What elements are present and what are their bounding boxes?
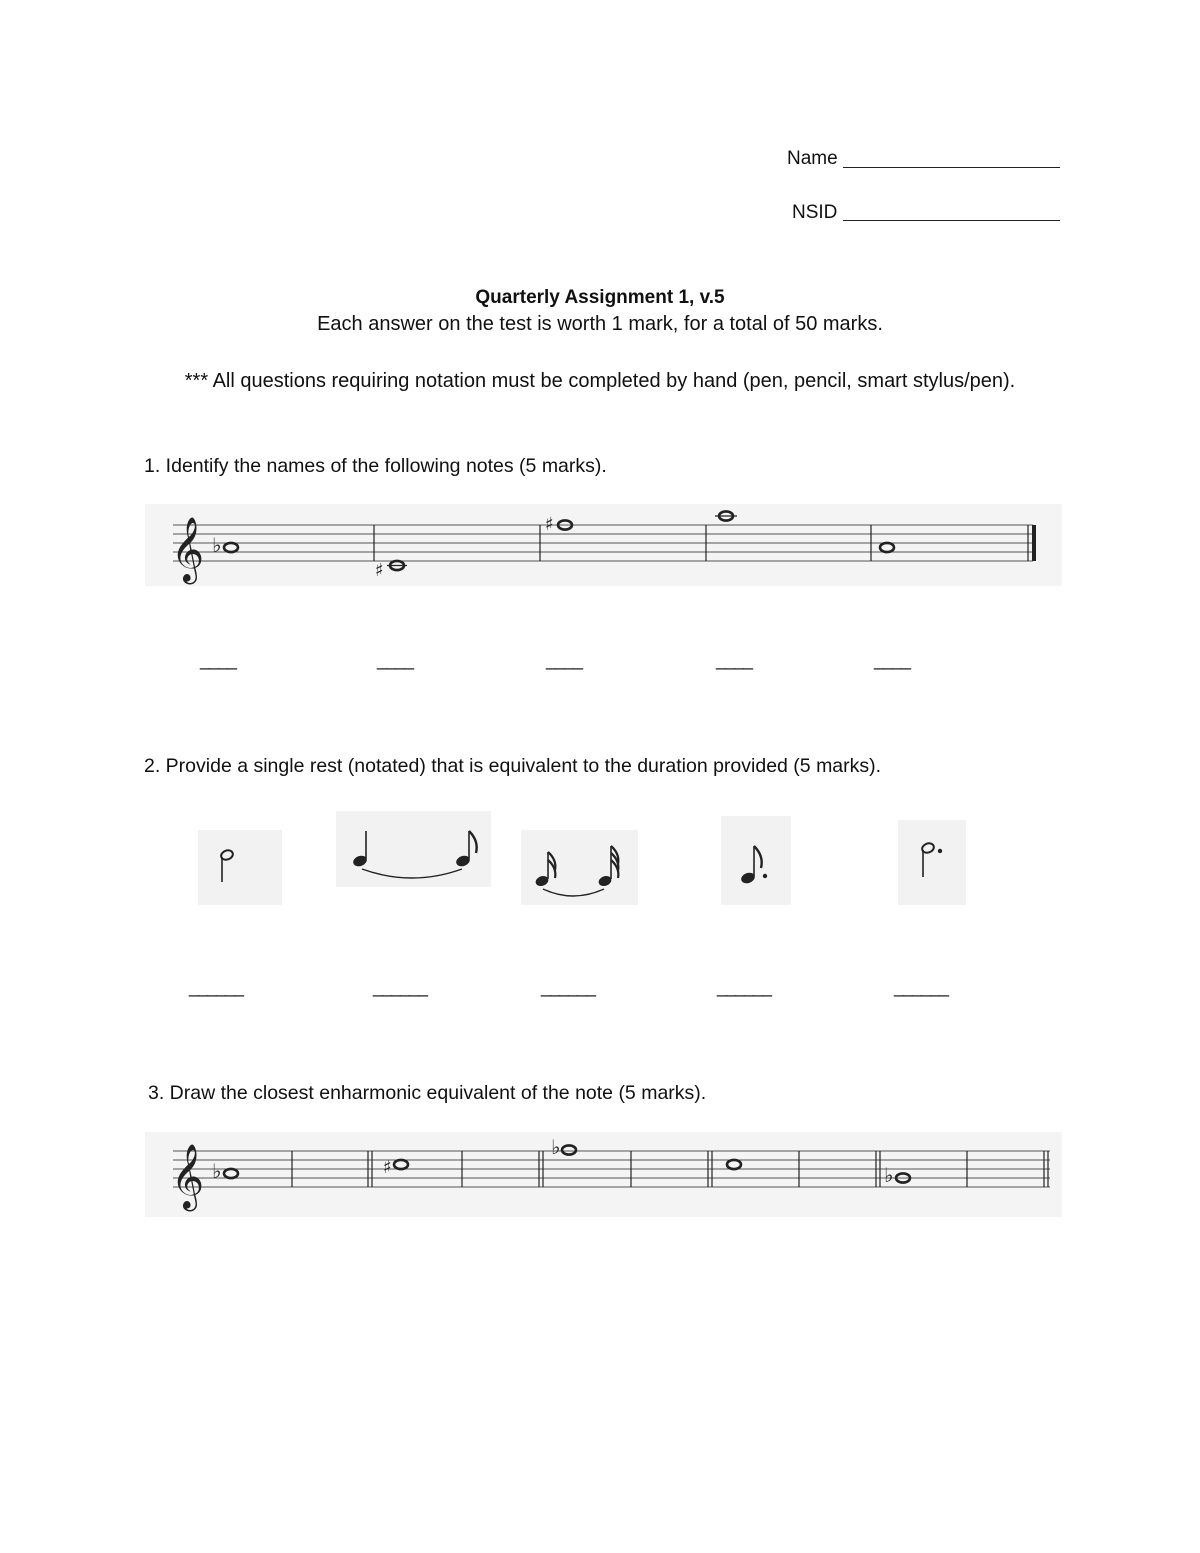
flat-icon: ♭ (212, 533, 222, 557)
sharp-icon: ♯ (545, 514, 554, 535)
q1-answer-2[interactable]: ____ (377, 650, 414, 670)
name-field[interactable] (843, 167, 1060, 168)
duration-half-note (198, 830, 282, 905)
q2-answer-5[interactable]: ______ (894, 977, 949, 997)
page-title: Quarterly Assignment 1, v.5 (475, 287, 725, 308)
nsid-label: NSID (792, 202, 838, 223)
staff-1-svg (145, 504, 1062, 586)
nsid-field[interactable] (843, 220, 1060, 221)
q2-answer-4[interactable]: ______ (717, 977, 772, 997)
name-label: Name (787, 148, 838, 169)
instructions-note: *** All questions requiring notation must be completed by hand (pen, pencil, smart stylus/pen). (184, 370, 1016, 392)
q2-answer-2[interactable]: ______ (373, 977, 428, 997)
subtitle: Each answer on the test is worth 1 mark, for a total of 50 marks. (317, 313, 883, 335)
note-whole (394, 1160, 408, 1169)
flat-icon: ♭ (884, 1163, 894, 1187)
q1-answer-5[interactable]: ____ (874, 650, 911, 670)
duration-dotted-half (898, 820, 966, 905)
question-1-text: 1. Identify the names of the following notes (5 marks). (144, 455, 607, 477)
question-2-text: 2. Provide a single rest (notated) that is equivalent to the duration provided (5 marks). (144, 755, 882, 777)
q1-answer-3[interactable]: ____ (546, 650, 583, 670)
flat-icon: ♭ (212, 1159, 222, 1183)
q2-answer-1[interactable]: ______ (189, 977, 244, 997)
note-whole (727, 1160, 741, 1169)
question-3-text: 3. Draw the closest enharmonic equivalent of the note (5 marks). (148, 1082, 707, 1104)
note-whole (562, 1145, 576, 1154)
q1-answer-1[interactable]: ____ (200, 650, 237, 670)
duration-sixteenth-tied-thirtysecond (521, 830, 638, 905)
treble-clef-icon: 𝄞 (171, 1144, 205, 1209)
question-3-staff (145, 1132, 1062, 1217)
flat-icon: ♭ (551, 1135, 561, 1159)
sharp-icon: ♯ (375, 560, 384, 581)
note-whole (224, 1169, 238, 1178)
duration-dotted-eighth (721, 816, 791, 905)
note-whole (224, 543, 238, 552)
duration-quarter-tied-eighth (336, 811, 491, 887)
note-whole (880, 543, 894, 552)
q1-answer-4[interactable]: ____ (716, 650, 753, 670)
question-1-staff (145, 504, 1062, 586)
treble-clef-icon: 𝄞 (171, 517, 205, 582)
q2-answer-3[interactable]: ______ (541, 977, 596, 997)
staff-3-svg (145, 1132, 1062, 1217)
sharp-icon: ♯ (383, 1157, 392, 1178)
